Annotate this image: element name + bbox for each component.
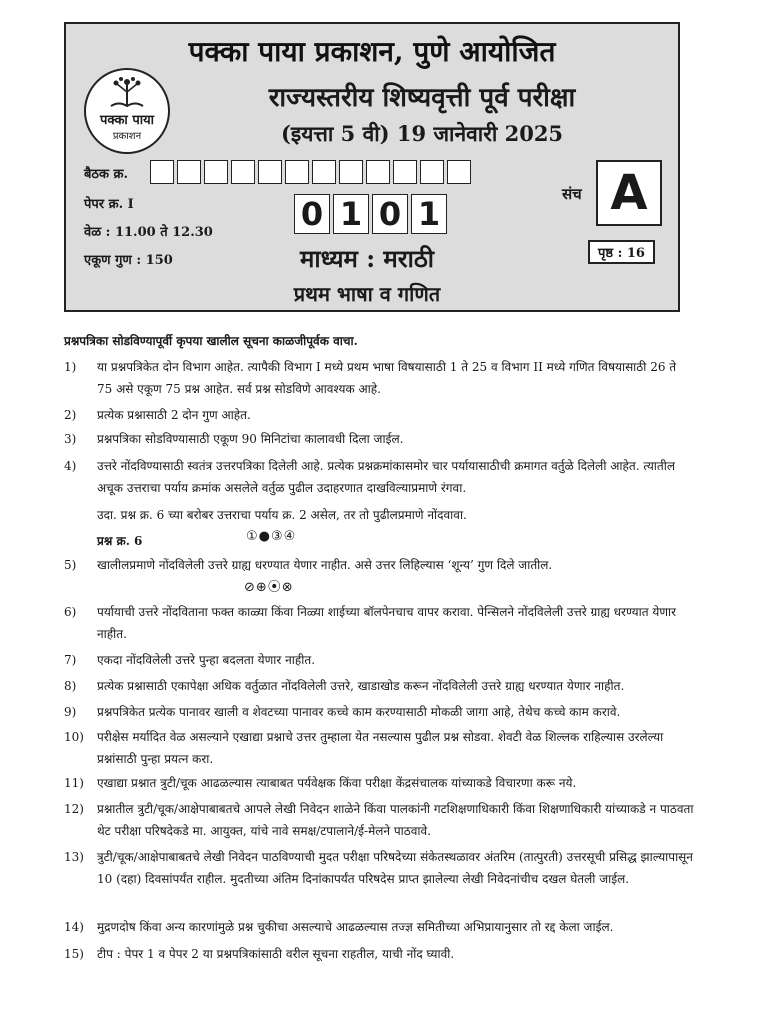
seat-digit-box[interactable]: [150, 160, 174, 184]
instruction-item: [64, 428, 694, 450]
instruction-item: [64, 404, 694, 426]
example-line: उदा. प्रश्न क्र. 6 च्या बरोबर उत्तराचा पर्याय क्र. 2 असेल, तर तो पुढीलप्रमाणे नोंदवावा.: [97, 508, 467, 522]
instruction-text: एखाद्या प्रश्नात त्रुटी/चूक आढळल्यास त्याबाबत पर्यवेक्षक किंवा परीक्षा केंद्रसंचालक यांच्याकडे विचारणा करू नये.: [97, 776, 577, 790]
example-answer-bubbles: ①●③④: [246, 529, 297, 544]
instruction-item: [64, 554, 694, 576]
organizer-title: पक्का पाया प्रकाशन, पुणे आयोजित: [188, 35, 556, 68]
instruction-item: [64, 726, 694, 770]
instruction-number: 11): [64, 776, 84, 790]
seat-digit-box[interactable]: [258, 160, 282, 184]
total-marks-label: एकूण गुण : 150: [84, 253, 173, 268]
seat-digit-box[interactable]: [366, 160, 390, 184]
instruction-text: खालीलप्रमाणे नोंदविलेली उत्तरे ग्राह्य धरण्यात येणार नाहीत. असे उत्तर लिहिल्यास ‘शून्य’ गुण दिले जातील.: [97, 558, 553, 572]
instruction-text: या प्रश्नपत्रिकेत दोन विभाग आहेत. त्यापैकी विभाग I मध्ये प्रथम भाषा विषयासाठी 1 ते 25 व विभाग II मध्ये गणित विषयासाठी 26 ते 75 असे एकूण 75 प्रश्न आहेत. सर्व प्रश्न सोडविणे आवश्यक आहे.: [97, 360, 677, 396]
instruction-number: 1): [64, 360, 77, 374]
instructions-intro: प्रश्नपत्रिका सोडविण्यापूर्वी कृपया खालील सूचना काळजीपूर्वक वाचा.: [64, 334, 358, 348]
instruction-text: प्रश्नपत्रिकेत प्रत्येक पानावर खाली व शेवटच्या पानावर कच्चे काम करण्यासाठी मोकळी जागा आहे, तेथेच कच्चे काम करावे.: [97, 705, 621, 719]
instruction-text: टीप : पेपर 1 व पेपर 2 या प्रश्नपत्रिकांसाठी वरील सूचना राहतील, याची नोंद घ्यावी.: [97, 947, 455, 961]
instruction-item: [64, 943, 694, 965]
instruction-item: [64, 356, 694, 400]
tree-book-icon: [86, 76, 168, 110]
instruction-item: [64, 916, 694, 938]
instruction-number: 8): [64, 679, 77, 693]
publisher-logo: [84, 68, 170, 154]
seat-number-label: बैठक क्र.: [84, 167, 128, 182]
instruction-number: 10): [64, 730, 84, 744]
seat-digit-box[interactable]: [285, 160, 309, 184]
instruction-item: [64, 455, 694, 499]
invalid-answer-bubbles: ⊘⊕⦿⊗: [244, 580, 294, 595]
header-box: [64, 22, 680, 312]
instruction-text: उत्तरे नोंदविण्यासाठी स्वतंत्र उत्तरपत्रिका दिलेली आहे. प्रत्येक प्रश्नक्रमांकासमोर चार पर्यायासाठीची क्रमागत वर्तुळे दिलेली आहेत. त्यातील अचूक उत्तराचा पर्याय क्रमांक असलेले वर्तुळ पुढील उदाहरणात दाखविल्याप्रमाणे रंगवा.: [97, 459, 675, 495]
instruction-number: 7): [64, 653, 77, 667]
instruction-item: [64, 701, 694, 723]
exam-date: (इयत्ता 5 वी) 19 जानेवारी 2025: [280, 121, 564, 146]
seat-digit-box[interactable]: [177, 160, 201, 184]
seat-digit-box[interactable]: [447, 160, 471, 184]
seat-number-boxes[interactable]: [150, 160, 474, 184]
seat-digit-box[interactable]: [393, 160, 417, 184]
instruction-item: [64, 675, 694, 697]
instruction-text: प्रश्नपत्रिका सोडविण्यासाठी एकूण 90 मिनिटांचा कालावधी दिला जाईल.: [97, 432, 404, 446]
instruction-number: 12): [64, 802, 84, 816]
instruction-number: 14): [64, 920, 84, 934]
instruction-number: 15): [64, 947, 84, 961]
instruction-item: [64, 846, 694, 890]
paper-code-digit: 1: [333, 194, 369, 234]
instruction-number: 9): [64, 705, 77, 719]
seat-digit-box[interactable]: [231, 160, 255, 184]
paper-code-digit: 0: [294, 194, 330, 234]
seat-digit-box[interactable]: [312, 160, 336, 184]
time-label: वेळ : 11.00 ते 12.30: [84, 225, 213, 240]
instruction-item: [64, 601, 694, 645]
paper-code-digit: 1: [411, 194, 447, 234]
instruction-text: प्रत्येक प्रश्नासाठी एकापेक्षा अधिक वर्तुळात नोंदविलेली उत्तरे, खाडाखोड करून नोंदविलेली उत्तरे ग्राह्य धरण्यात येणार नाहीत.: [97, 679, 625, 693]
paper-number-label: पेपर क्र. I: [84, 197, 134, 212]
instruction-text: प्रत्येक प्रश्नासाठी 2 दोन गुण आहेत.: [97, 408, 251, 422]
instruction-text: मुद्रणदोष किंवा अन्य कारणांमुळे प्रश्न चुकीचा असल्याचे आढळल्यास तज्ज्ञ समितीच्या अभिप्रायानुसार तो रद्द केला जाईल.: [97, 920, 614, 934]
instruction-text: त्रुटी/चूक/आक्षेपाबाबतचे लेखी निवेदन पाठविण्याची मुदत परीक्षा परिषदेच्या संकेतस्थळावर अंतरिम (तात्पुरती) उत्तरसूची प्रसिद्ध झाल्यापासून 10 (दहा) दिवसांपर्यंत राहील. मुदतीच्या अंतिम दिनांकापर्यंत परिषदेस प्राप्त झालेल्या लेखी निवेदनांचीच दखल घेतली जाईल.: [97, 850, 693, 886]
seat-digit-box[interactable]: [339, 160, 363, 184]
medium-label: माध्यम : मराठी: [300, 244, 434, 273]
logo-name: पक्का पाया: [99, 113, 154, 128]
instruction-item: [64, 772, 694, 794]
instruction-text: पर्यायाची उत्तरे नोंदविताना फक्त काळ्या किंवा निळ्या शाईच्या बॉलपेनचाच वापर करावा. पेन्सिलने नोंदविलेली उत्तरे ग्राह्य धरण्यात येणार नाहीत.: [97, 605, 677, 641]
set-label: संच: [562, 185, 582, 203]
page-count: पृष्ठ : 16: [588, 240, 655, 264]
instruction-number: 2): [64, 408, 77, 422]
instruction-item: [64, 798, 694, 842]
instruction-number: 13): [64, 850, 84, 864]
instruction-text: परीक्षेस मर्यादित वेळ असल्याने एखाद्या प्रश्नाचे उत्तर तुम्हाला येत नसल्यास पुढील प्रश्न सोडवा. शेवटी वेळ शिल्लक राहिल्यास उरलेल्या प्रश्नांसाठी पुन्हा प्रयत्न करा.: [97, 730, 664, 766]
instruction-number: 6): [64, 605, 77, 619]
seat-digit-box[interactable]: [204, 160, 228, 184]
set-value: A: [596, 160, 662, 226]
instruction-number: 4): [64, 459, 77, 473]
instruction-text: एकदा नोंदविलेली उत्तरे पुन्हा बदलता येणार नाहीत.: [97, 653, 316, 667]
logo-subtitle: प्रकाशन: [112, 131, 142, 142]
instruction-number: 5): [64, 558, 77, 572]
instruction-item: [64, 649, 694, 671]
exam-title: राज्यस्तरीय शिष्यवृत्ती पूर्व परीक्षा: [268, 83, 576, 113]
example-question: प्रश्न क्र. 6: [97, 534, 143, 548]
instruction-number: 3): [64, 432, 77, 446]
seat-digit-box[interactable]: [420, 160, 444, 184]
subject-label: प्रथम भाषा व गणित: [293, 282, 441, 306]
paper-code: [294, 194, 450, 234]
paper-code-digit: 0: [372, 194, 408, 234]
instruction-text: प्रश्नातील त्रुटी/चूक/आक्षेपाबाबतचे आपले लेखी निवेदन शाळेने किंवा पालकांनी गटशिक्षणाधिकारी किंवा शिक्षणाधिकारी यांच्याकडे न पाठवता थेट परीक्षा परिषदेकडे मा. आयुक्त, यांचे नावे समक्ष/टपालाने/ई-मेलने पाठवावे.: [97, 802, 694, 838]
